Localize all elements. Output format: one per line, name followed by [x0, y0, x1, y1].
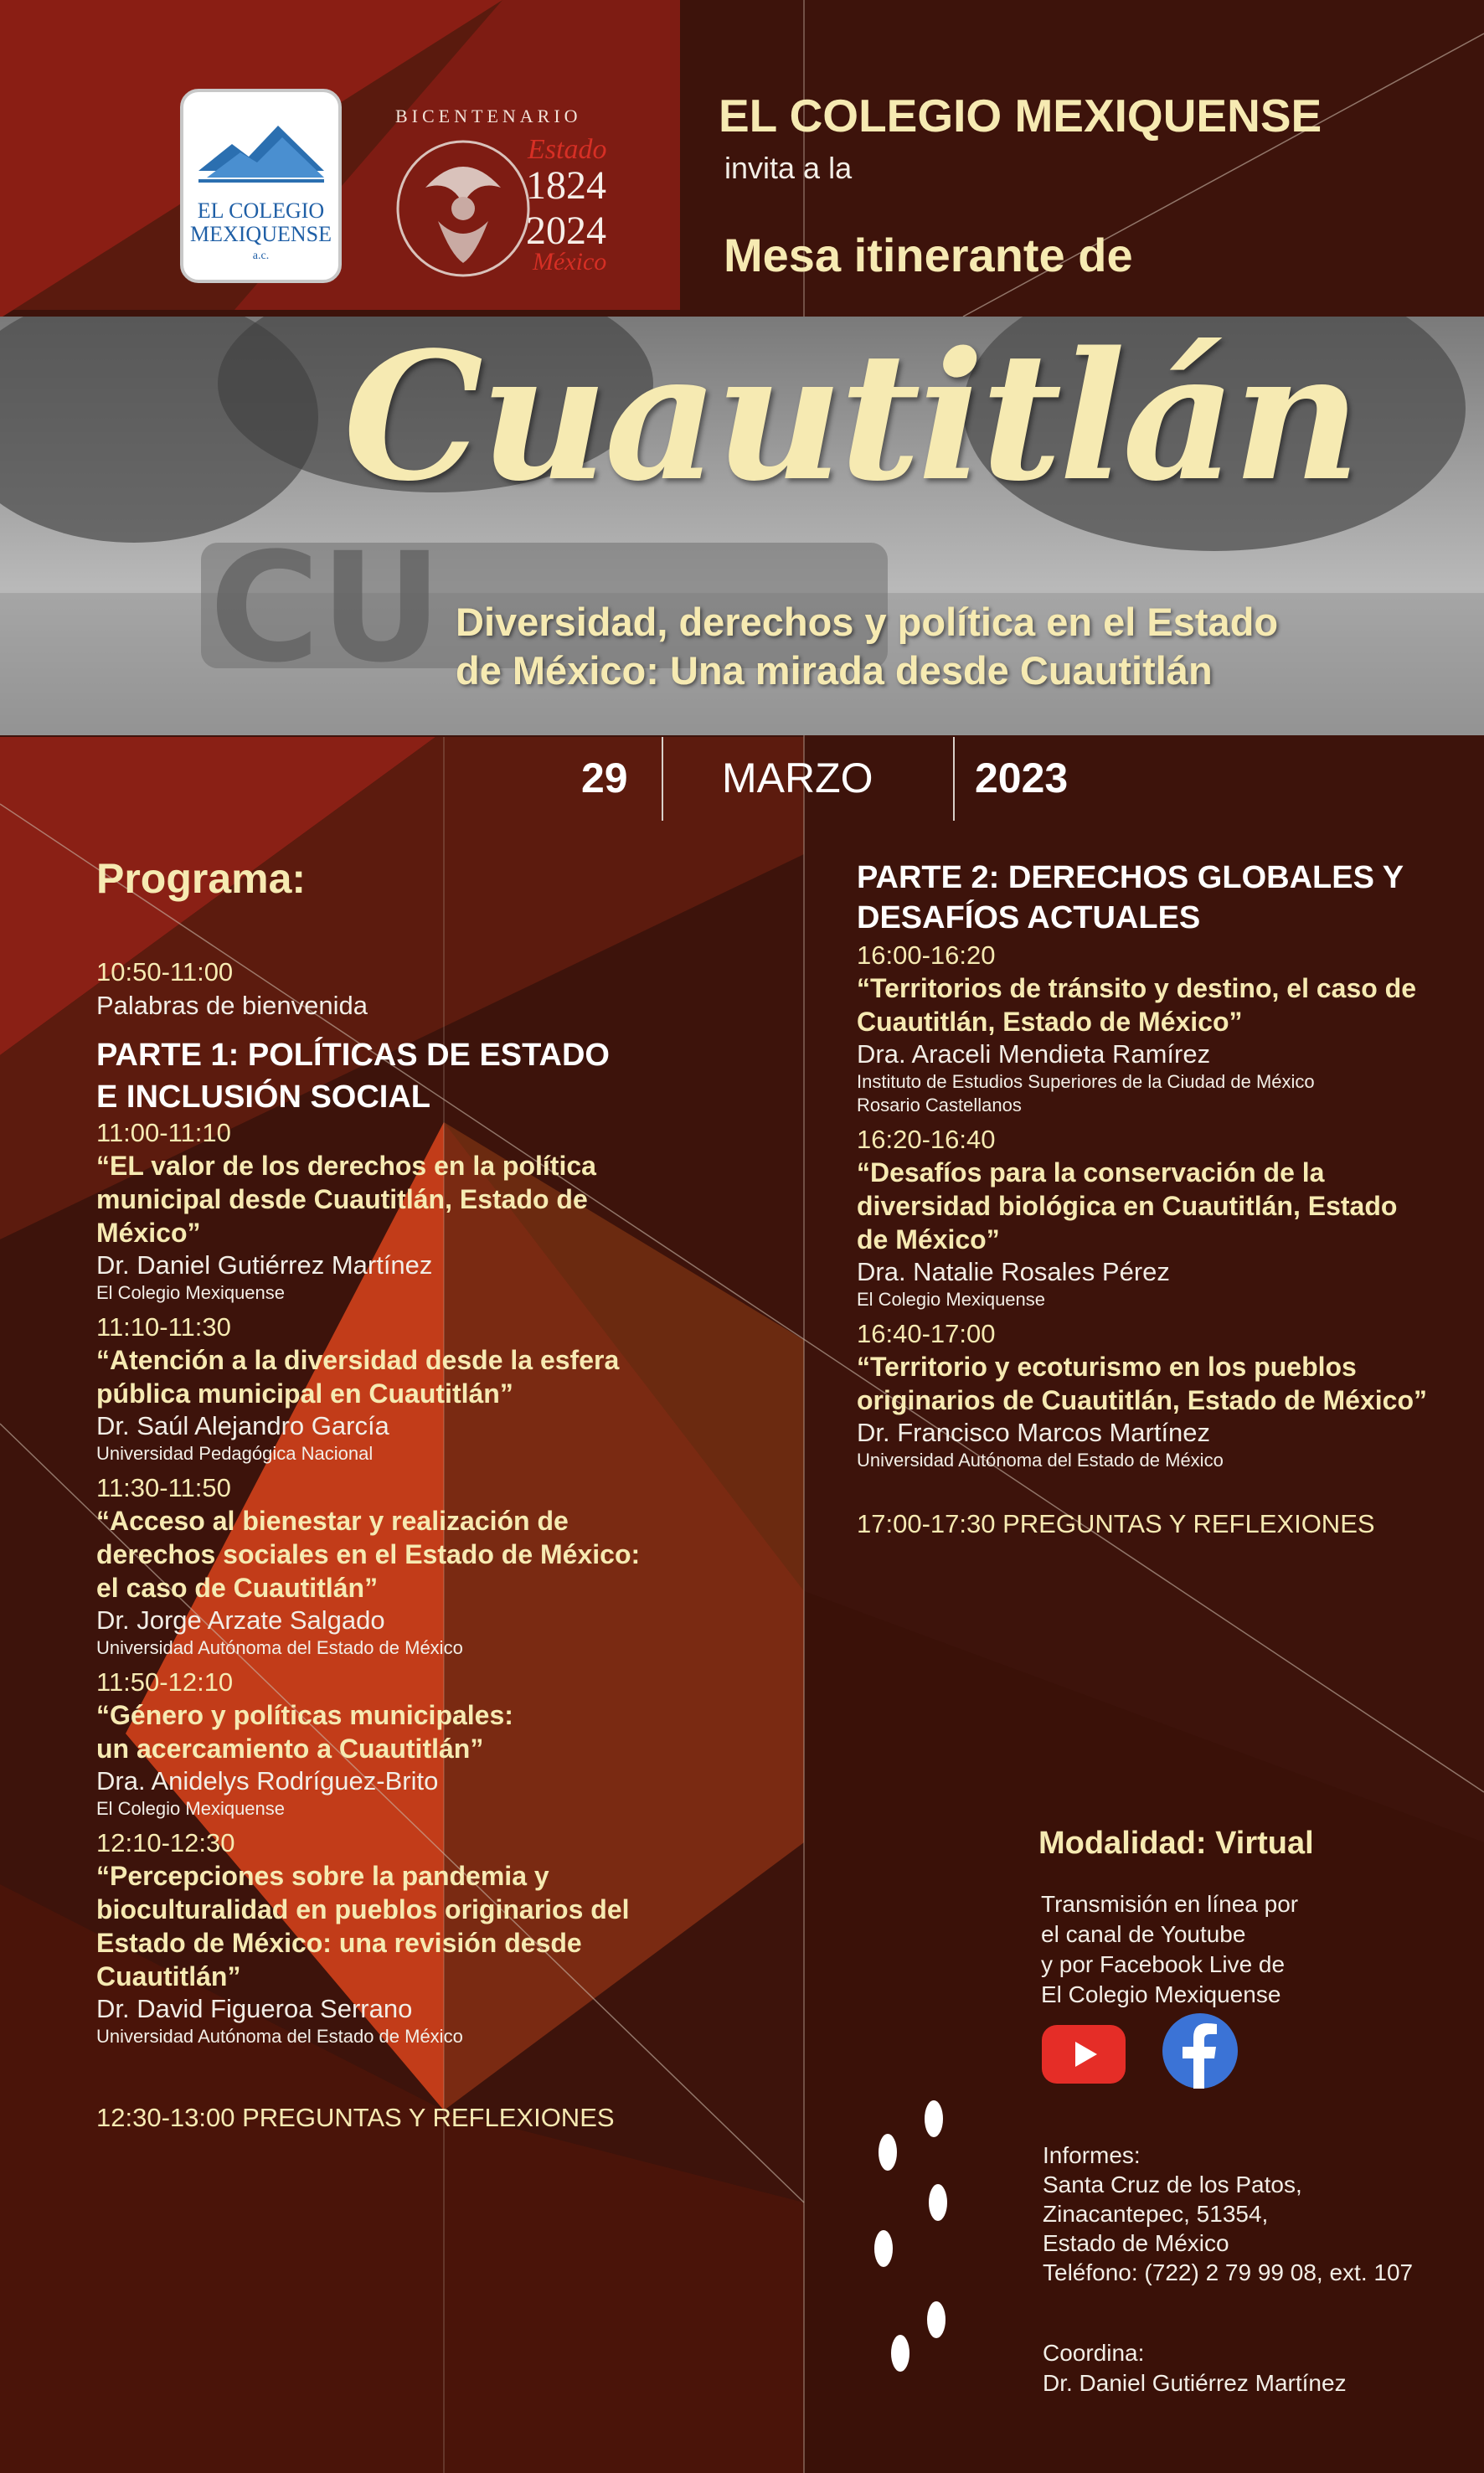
contact-addr1: Santa Cruz de los Patos,	[1043, 2172, 1302, 2197]
part1-closing: 12:30-13:00 PREGUNTAS Y REFLEXIONES	[96, 2103, 615, 2132]
invite-text: invita a la	[724, 151, 853, 185]
talk-institution: Universidad Autónoma del Estado de México	[857, 1450, 1224, 1471]
part2-talk-list	[857, 940, 1460, 1479]
talk-title-line: Estado de México: una revisión desde	[96, 1928, 582, 1958]
talk-speaker: Dra. Araceli Mendieta Ramírez	[857, 1039, 1211, 1069]
footprints-icon	[863, 2094, 963, 2395]
talk-title-line: “Desafíos para la conservación de la	[857, 1157, 1325, 1188]
talk-institution: Universidad Autónoma del Estado de México	[96, 1637, 463, 1658]
talk-time: 16:00-16:20	[857, 940, 996, 970]
talk-speaker: Dr. Daniel Gutiérrez Martínez	[96, 1250, 433, 1280]
banner-photo	[0, 317, 1484, 735]
talk-title-line: “Acceso al bienestar y realización de	[96, 1506, 569, 1536]
talk-institution-line2: Rosario Castellanos	[857, 1095, 1022, 1115]
script-title: Cuautitlán	[343, 317, 1358, 520]
org-name: EL COLEGIO MEXIQUENSE	[719, 90, 1322, 142]
talk-item	[857, 1124, 1460, 1311]
talk-title-line: Cuautitlán, Estado de México”	[857, 1007, 1243, 1037]
talk-speaker: Dr. Saúl Alejandro García	[96, 1411, 389, 1440]
subtitle-line1: Diversidad, derechos y política en el Estado	[456, 600, 1279, 644]
talk-title-line: pública municipal en Cuautitlán”	[96, 1378, 513, 1409]
eagle-emblem-icon	[392, 129, 534, 280]
coordination-label: Coordina:	[1043, 2340, 1145, 2366]
talk-item	[857, 940, 1460, 1117]
contact-label: Informes:	[1043, 2142, 1141, 2168]
date-year: 2023	[975, 755, 1069, 801]
talk-time: 11:30-11:50	[96, 1473, 231, 1502]
talk-institution: Instituto de Estudios Superiores de la Ciudad de México	[857, 1071, 1315, 1092]
talk-title-line: “Territorios de tránsito y destino, el caso de	[857, 973, 1417, 1003]
talk-title-line: “Percepciones sobre la pandemia y	[96, 1861, 549, 1891]
talk-speaker: Dra. Anidelys Rodríguez-Brito	[96, 1766, 439, 1796]
talk-speaker: Dr. David Figueroa Serrano	[96, 1994, 413, 2023]
talk-speaker: Dr. Jorge Arzate Salgado	[96, 1605, 385, 1635]
talk-time: 12:10-12:30	[96, 1828, 235, 1857]
talk-institution: El Colegio Mexiquense	[96, 1282, 286, 1303]
welcome-time: 10:50-11:00	[96, 957, 234, 987]
talk-institution: El Colegio Mexiquense	[857, 1289, 1046, 1310]
modality-line2: el canal de Youtube	[1041, 1921, 1246, 1947]
part2-heading-line2: DESAFÍOS ACTUALES	[857, 900, 1201, 935]
date-divider-1	[662, 737, 663, 821]
talk-title-line: de México”	[857, 1224, 1000, 1255]
talk-time: 11:50-12:10	[96, 1667, 234, 1697]
mountain-icon	[198, 111, 324, 194]
logo-line1: EL COLEGIO	[197, 198, 325, 223]
talk-title-line: “Territorio y ecoturismo en los pueblos	[857, 1352, 1357, 1382]
talk-title-line: municipal desde Cuautitlán, Estado de	[96, 1184, 588, 1214]
talk-time: 16:20-16:40	[857, 1125, 996, 1154]
bicentenario-label: BICENTENARIO	[395, 106, 582, 126]
bicentenario-seal	[384, 106, 643, 281]
talk-item	[96, 1827, 783, 2048]
subtitle-line2: de México: Una mirada desde Cuautitlán	[456, 648, 1213, 693]
seal-year-1824: 1824	[526, 163, 606, 208]
talk-time: 11:10-11:30	[96, 1312, 231, 1342]
talk-item	[96, 1667, 783, 1821]
talk-institution: El Colegio Mexiquense	[96, 1798, 286, 1819]
seal-estado: Estado	[528, 134, 607, 165]
welcome-label: Palabras de bienvenida	[96, 991, 368, 1020]
talk-title-line: diversidad biológica en Cuautitlán, Estado	[857, 1191, 1398, 1221]
talk-time: 16:40-17:00	[857, 1319, 996, 1348]
talk-title-line: “Género y políticas municipales:	[96, 1700, 513, 1730]
date-day: 29	[581, 755, 628, 801]
talk-title-line: derechos sociales en el Estado de México:	[96, 1539, 641, 1569]
talk-item	[96, 1117, 783, 1305]
facebook-icon[interactable]	[1162, 2013, 1238, 2089]
talk-institution: Universidad Autónoma del Estado de México	[96, 2026, 463, 2047]
talk-title-line: “EL valor de los derechos en la política	[96, 1151, 596, 1181]
part1-heading-line2: E INCLUSIÓN SOCIAL	[96, 1079, 431, 1115]
talk-speaker: Dr. Francisco Marcos Martínez	[857, 1418, 1211, 1447]
talk-title-line: el caso de Cuautitlán”	[96, 1573, 379, 1603]
logo-line3: a.c.	[252, 250, 270, 262]
talk-title-line: un acercamiento a Cuautitlán”	[96, 1734, 484, 1764]
coordinator-name: Dr. Daniel Gutiérrez Martínez	[1043, 2370, 1347, 2396]
event-intro: Mesa itinerante de	[724, 229, 1133, 281]
contact-phone: Teléfono: (722) 2 79 99 08, ext. 107	[1043, 2259, 1414, 2285]
seal-year-2024: 2024	[526, 209, 606, 253]
talk-item	[96, 1311, 783, 1466]
talk-speaker: Dra. Natalie Rosales Pérez	[857, 1257, 1170, 1286]
date-month: MARZO	[722, 755, 873, 801]
talk-title-line: Cuautitlán”	[96, 1961, 241, 1991]
seal-mexico: México	[533, 248, 607, 276]
talk-item	[857, 1318, 1460, 1472]
talk-title-line: México”	[96, 1218, 201, 1248]
contact-addr2: Zinacantepec, 51354,	[1043, 2201, 1269, 2227]
talk-title-line: bioculturalidad en pueblos originarios del	[96, 1894, 630, 1924]
modality-line4: El Colegio Mexiquense	[1041, 1981, 1281, 2007]
part1-heading-line1: PARTE 1: POLÍTICAS DE ESTADO	[96, 1038, 610, 1073]
talk-title-line: “Atención a la diversidad desde la esfera	[96, 1345, 620, 1375]
part2-closing: 17:00-17:30 PREGUNTAS Y REFLEXIONES	[857, 1509, 1375, 1538]
part1-talk-list	[96, 1117, 783, 2055]
modality-line3: y por Facebook Live de	[1041, 1951, 1286, 1977]
talk-item	[96, 1472, 783, 1660]
talk-title-line: originarios de Cuautitlán, Estado de México”	[857, 1385, 1427, 1415]
program-heading: Programa:	[96, 855, 307, 902]
contact-addr3: Estado de México	[1043, 2230, 1229, 2256]
part2-heading-line1: PARTE 2: DERECHOS GLOBALES Y	[857, 860, 1404, 895]
talk-time: 11:00-11:10	[96, 1118, 231, 1147]
talk-institution: Universidad Pedagógica Nacional	[96, 1443, 374, 1464]
date-divider-2	[953, 737, 955, 821]
svg-text:CU: CU	[209, 521, 443, 696]
logo-line2: MEXIQUENSE	[190, 222, 332, 246]
colegio-logo	[180, 89, 342, 283]
modality-title: Modalidad: Virtual	[1038, 1826, 1314, 1861]
modality-line1: Transmisión en línea por	[1041, 1891, 1299, 1917]
youtube-icon[interactable]	[1042, 2025, 1126, 2084]
